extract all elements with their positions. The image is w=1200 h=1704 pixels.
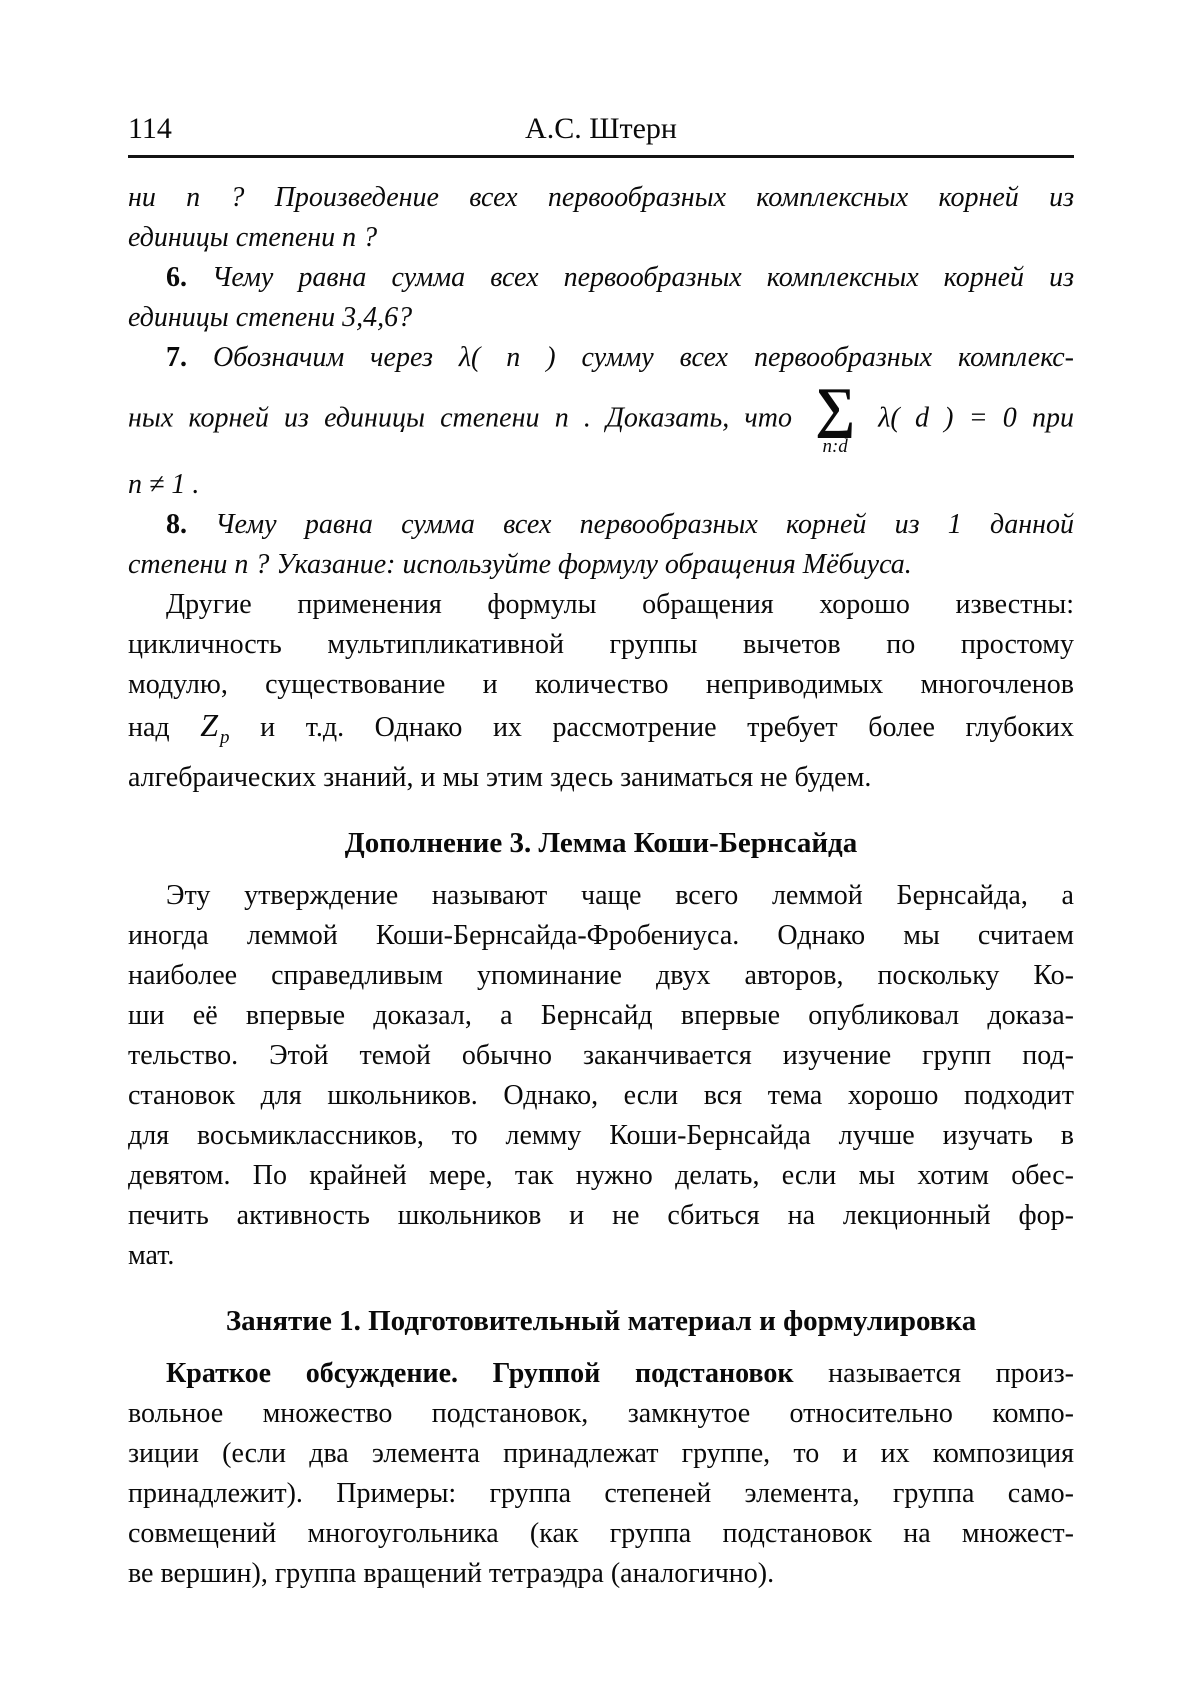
text-line	[128, 1514, 1074, 1554]
text-run: 8.	[166, 508, 187, 540]
text-run: Эту утверждение называют чаще всего леммой Бернсайда, а	[166, 879, 1074, 911]
paragraph	[128, 258, 1074, 338]
section-heading: Занятие 1. Подготовительный материал и формулировка	[225, 1304, 977, 1337]
text-run: зиции (если два элемента принадлежат группе, то и их композиция	[128, 1437, 1074, 1469]
text-run: называется произ-	[793, 1357, 1074, 1389]
text-run: единицы степени 3,4,6?	[128, 302, 413, 333]
paragraph	[128, 1354, 1074, 1594]
page-number: 114	[128, 112, 172, 145]
text-run: над	[128, 711, 201, 743]
text-line	[128, 876, 1074, 916]
text-run: Краткое обсуждение. Группой подстановок	[166, 1357, 794, 1389]
text-line	[128, 1354, 1074, 1394]
text-line	[128, 1554, 1074, 1594]
text-line	[128, 545, 1074, 585]
text-line	[128, 298, 1074, 338]
text-run: мат.	[128, 1239, 175, 1271]
text-run: девятом. По крайней мере, так нужно делать, если мы хотим обес-	[128, 1159, 1074, 1191]
text-line	[128, 916, 1074, 956]
paragraph	[128, 505, 1074, 585]
text-run: иногда леммой Коши-Бернсайда-Фробениуса. Однако мы считаем	[128, 919, 1074, 951]
text-run: Другие применения формулы обращения хорошо известны:	[166, 588, 1074, 620]
text-line	[128, 665, 1074, 705]
text-line	[128, 1116, 1074, 1156]
text-line	[128, 465, 1074, 505]
text-line	[128, 178, 1074, 218]
text-line	[128, 585, 1074, 625]
text-run: модулю, существование и количество неприводимых многочленов	[128, 668, 1074, 700]
paragraph	[128, 465, 1074, 505]
summation-subscript: n:d	[822, 435, 848, 457]
text-run: алгебраических знаний, и мы этим здесь заниматься не будем.	[128, 761, 872, 793]
text-run: для восьмиклассников, то лемму Коши-Бернсайда лучше изучать в	[128, 1119, 1074, 1151]
text-line	[128, 956, 1074, 996]
summation-symbol	[815, 377, 856, 457]
paragraph	[128, 338, 1074, 456]
text-line	[128, 1036, 1074, 1076]
text-run: принадлежит). Примеры: группа степеней элемента, группа само-	[128, 1477, 1074, 1509]
text-line	[128, 996, 1074, 1036]
text-line	[128, 705, 1074, 758]
text-run: n ≠ 1 .	[128, 468, 200, 500]
text-line	[128, 218, 1074, 258]
text-line	[128, 1076, 1074, 1116]
text-line	[128, 625, 1074, 665]
page-header	[128, 112, 1074, 158]
math-symbol-subscript: p	[220, 726, 230, 748]
text-run: цикличность мультипликативной группы вычетов по простому	[128, 628, 1074, 660]
text-run: λ( d ) = 0 при	[863, 402, 1074, 434]
sigma-icon: ∑	[815, 377, 856, 439]
text-line	[128, 758, 1074, 798]
running-head: А.С. Штерн	[525, 112, 677, 145]
text-run: ве вершин), группа вращений тетраэдра (аналогично).	[128, 1557, 775, 1589]
text-line	[128, 1394, 1074, 1434]
text-run: наиболее справедливым упоминание двух авторов, поскольку Ко-	[128, 959, 1074, 991]
text-run: ши её впервые доказал, а Бернсайд впервые опубликовал доказа-	[128, 999, 1074, 1031]
text-line	[128, 338, 1074, 378]
text-run: и т.д. Однако их рассмотрение требует более глубоких	[229, 711, 1074, 743]
text-line	[128, 1236, 1074, 1276]
paragraph	[128, 585, 1074, 798]
paragraph	[128, 876, 1074, 1276]
text-run: Обозначим через λ( n ) сумму всех первообразных комплекс-	[187, 342, 1074, 373]
text-run: совмещений многоугольника (как группа подстановок на множест-	[128, 1517, 1074, 1549]
text-run: 7.	[166, 342, 187, 373]
text-run: степени n ? Указание: используйте формулу обращения Мёбиуса.	[128, 548, 912, 580]
text-line	[128, 1434, 1074, 1474]
paragraph	[128, 178, 1074, 258]
text-run: Чему равна сумма всех первообразных корней из 1 данной	[187, 508, 1074, 540]
text-run: становок для школьников. Однако, если вся тема хорошо подходит	[128, 1079, 1074, 1111]
text-line	[128, 258, 1074, 298]
text-run: единицы степени n ?	[128, 222, 378, 253]
text-run: тельство. Этой темой обычно заканчивается изучение групп под-	[128, 1039, 1074, 1071]
math-symbol-base: Z	[200, 706, 219, 743]
text-run: вольное множество подстановок, замкнутое относительно компо-	[128, 1397, 1074, 1429]
text-run: ных корней из единицы степени n . Доказать, что	[128, 402, 808, 434]
text-run: Чему равна сумма всех первообразных комплексных корней из	[187, 262, 1074, 293]
text-run: ни n ? Произведение всех первообразных комплексных корней из	[128, 182, 1074, 213]
text-run: 6.	[166, 262, 187, 293]
text-column	[128, 178, 1074, 1594]
section-heading: Дополнение 3. Лемма Коши-Бернсайда	[344, 826, 858, 859]
text-line	[128, 1156, 1074, 1196]
text-line	[128, 505, 1074, 545]
text-line	[128, 1196, 1074, 1236]
math-symbol-with-subscript	[200, 706, 230, 748]
text-line	[128, 1474, 1074, 1514]
text-line	[128, 377, 1074, 457]
text-run: печить активность школьников и не сбиться на лекционный фор-	[128, 1199, 1074, 1231]
